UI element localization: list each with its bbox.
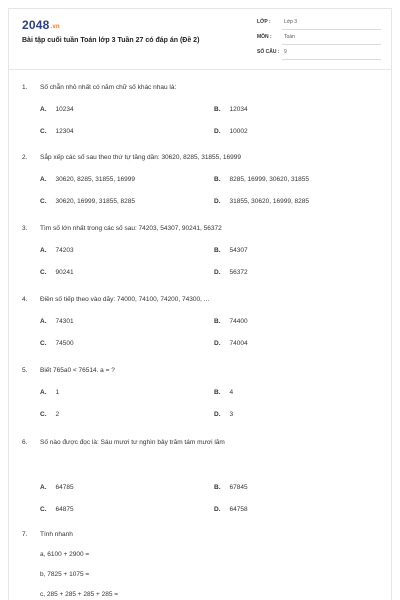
question-number: 1. — [22, 84, 28, 91]
meta-underline — [282, 59, 381, 60]
meta-underline — [282, 29, 381, 30]
option-d[interactable]: D. 56372 — [214, 269, 248, 276]
worksheet-page — [8, 8, 392, 600]
option-a[interactable]: A. 10234 — [40, 106, 74, 113]
option-b[interactable]: B. 67845 — [214, 484, 248, 491]
option-a[interactable]: A. 64785 — [40, 484, 74, 491]
option-d[interactable]: D. 74004 — [214, 340, 248, 347]
option-b[interactable]: B. 54307 — [214, 247, 248, 254]
option-d[interactable]: D. 64758 — [214, 506, 248, 513]
meta-underline — [282, 44, 381, 45]
meta-class — [257, 18, 381, 30]
question-text: Số nào được đọc là: Sáu mươi tư nghìn bảy trăm tám mươi lăm — [40, 439, 225, 446]
option-b[interactable]: B. 74400 — [214, 318, 248, 325]
meta-subject — [257, 33, 381, 45]
worksheet-title: Bài tập cuối tuần Toán lớp 3 Tuần 27 có đáp án (Đề 2) — [22, 37, 200, 44]
option-c[interactable]: C. 64875 — [40, 506, 74, 513]
logo-tld: .vn — [50, 24, 60, 30]
question-text: Biết 765a0 < 76514. a = ? — [40, 367, 115, 374]
meta-question-count — [257, 48, 381, 60]
question-number: 7. — [22, 531, 28, 538]
option-d[interactable]: D. 31855, 30620, 16999, 8285 — [214, 198, 310, 205]
option-d[interactable]: D. 3 — [214, 411, 234, 418]
meta-class-value: Lớp 3 — [284, 19, 298, 25]
subquestion-c: c, 285 + 285 + 285 + 285 = — [40, 591, 119, 598]
option-a[interactable]: A. 74301 — [40, 318, 74, 325]
question-number: 4. — [22, 296, 28, 303]
question-number: 2. — [22, 154, 28, 161]
option-c[interactable]: C. 2 — [40, 411, 60, 418]
subquestion-b: b, 7825 + 1075 = — [40, 571, 90, 578]
option-c[interactable]: C. 12304 — [40, 128, 74, 135]
question-text: Sắp xếp các số sau theo thứ tự tăng dần: 30620, 8285, 31855, 16999 — [40, 154, 241, 161]
site-logo[interactable] — [22, 18, 60, 32]
question-number: 3. — [22, 225, 28, 232]
question-text: Tính nhanh — [40, 531, 73, 538]
logo-main: 2048 — [22, 18, 50, 32]
option-a[interactable]: A. 30620, 8285, 31855, 16999 — [40, 176, 136, 183]
meta-subject-label: MÔN : — [257, 34, 272, 40]
option-c[interactable]: C. 74500 — [40, 340, 74, 347]
option-b[interactable]: B. 4 — [214, 389, 234, 396]
question-text: Điền số tiếp theo vào dãy: 74000, 74100, 74200, 74300, ... — [40, 296, 210, 303]
option-c[interactable]: C. 30620, 16999, 31855, 8285 — [40, 198, 136, 205]
option-b[interactable]: B. 8285, 16999, 30620, 31855 — [214, 176, 310, 183]
meta-count-label: SỐ CÂU : — [257, 49, 280, 55]
option-b[interactable]: B. 12034 — [214, 106, 248, 113]
question-text: Tìm số lớn nhất trong các số sau: 74203, 54307, 90241, 56372 — [40, 225, 222, 232]
subquestion-a: a, 6100 + 2900 = — [40, 551, 90, 558]
meta-subject-value: Toán — [284, 34, 295, 40]
option-d[interactable]: D. 10002 — [214, 128, 248, 135]
question-text: Số chẵn nhỏ nhất có năm chữ số khác nhau là: — [40, 84, 177, 91]
question-number: 5. — [22, 367, 28, 374]
question-number: 6. — [22, 439, 28, 446]
option-a[interactable]: A. 74203 — [40, 247, 74, 254]
meta-count-value: 9 — [284, 49, 287, 55]
worksheet-header — [9, 9, 392, 70]
option-c[interactable]: C. 90241 — [40, 269, 74, 276]
option-a[interactable]: A. 1 — [40, 389, 60, 396]
meta-class-label: LỚP : — [257, 19, 271, 25]
